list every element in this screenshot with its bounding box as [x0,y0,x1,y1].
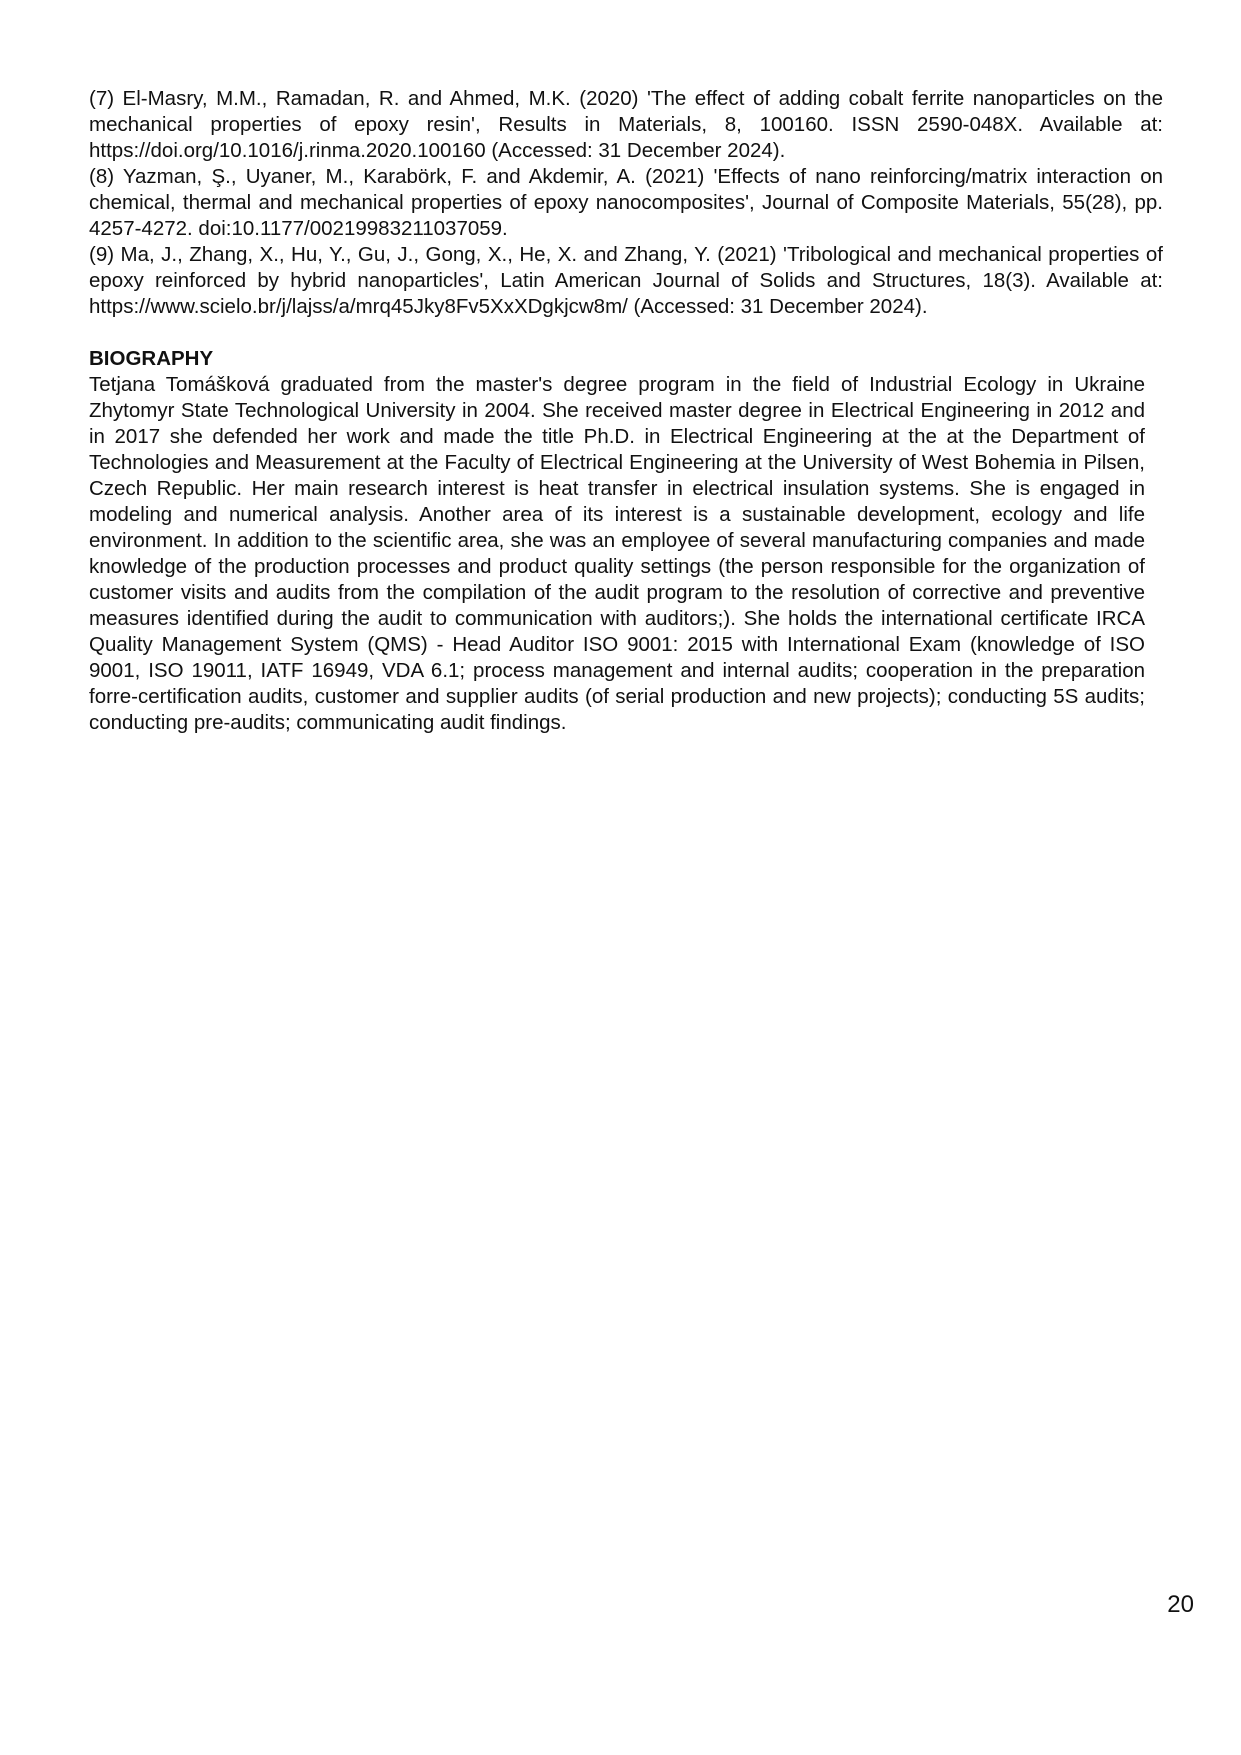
biography-heading: BIOGRAPHY [89,347,214,370]
reference-7: (7) El-Masry, M.M., Ramadan, R. and Ahmed, M.K. (2020) 'The effect of adding cobalt ferrite nanoparticles on the mechanical properties of epoxy resin', Results in Materials, 8, 100160. ISSN 2590-048X. Available at: https://doi.org/10.1016/j.rinma.2020.100160 (Accessed: 31 December 2024). [89,87,1163,162]
reference-9: (9) Ma, J., Zhang, X., Hu, Y., Gu, J., Gong, X., He, X. and Zhang, Y. (2021) 'Tribological and mechanical properties of epoxy reinforced by hybrid nanoparticles', Latin American Journal of Solids and Structures, 18(3). Available at: https://www.scielo.br/j/lajss/a/mrq45Jky8Fv5XxXDgkjcw8m/ (Accessed: 31 December 2024). [89,243,1163,318]
page-number: 20 [1167,1591,1194,1618]
page-content [89,86,1163,736]
biography-text: Tetjana Tomášková graduated from the master's degree program in the field of Industrial Ecology in Ukraine Zhytomyr State Technological University in 2004. She received master degree in Electrical Engineering in 2012 and in 2017 she defended her work and made the title Ph.D. in Electrical Engineering at the at the Department of Technologies and Measurement at the Faculty of Electrical Engineering at the University of West Bohemia in Pilsen, Czech Republic. Her main research interest is heat transfer in electrical insulation systems. She is engaged in modeling and numerical analysis. Another area of its interest is a sustainable development, ecology and life environment. In addition to the scientific area, she was an employee of several manufacturing companies and made knowledge of the production processes and product quality settings (the person responsible for the organization of customer visits and audits from the compilation of the audit program to the resolution of corrective and preventive measures identified during the audit to communication with auditors;). She holds the international certificate IRCA Quality Management System (QMS) - Head Auditor ISO 9001: 2015 with International Exam (knowledge of ISO 9001, ISO 19011, IATF 16949, VDA 6.1; process management and internal audits; cooperation in the preparation forre-certification audits, customer and supplier audits (of serial production and new projects); conducting 5S audits; conducting pre-audits; communicating audit findings. [89,373,1145,734]
reference-8: (8) Yazman, Ş., Uyaner, M., Karabörk, F. and Akdemir, A. (2021) 'Effects of nano reinforcing/matrix interaction on chemical, thermal and mechanical properties of epoxy nanocomposites', Journal of Composite Materials, 55(28), pp. 4257-4272. doi:10.1177/00219983211037059. [89,165,1163,240]
reference-list [89,86,1163,320]
biography-section [89,346,1145,736]
